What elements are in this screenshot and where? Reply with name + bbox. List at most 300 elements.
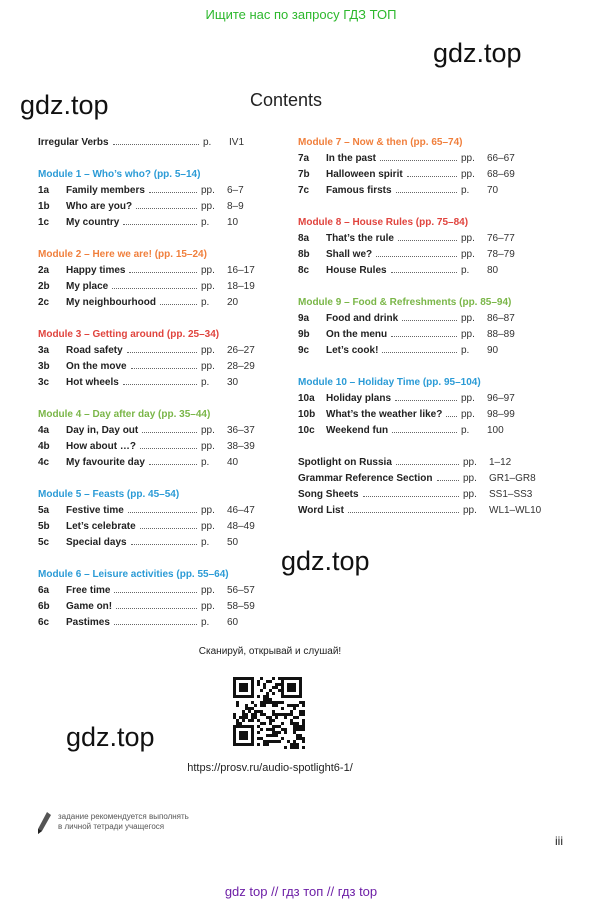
qr-module xyxy=(254,716,257,719)
entry-title-with-leader xyxy=(298,455,463,471)
qr-module xyxy=(251,707,254,710)
contents-entry[interactable] xyxy=(38,455,283,471)
qr-module xyxy=(260,737,263,740)
contents-entry[interactable] xyxy=(298,231,543,247)
qr-module xyxy=(287,704,290,707)
page-prefix: pp. xyxy=(201,585,215,596)
contents-entry[interactable] xyxy=(38,295,283,311)
dot-leader xyxy=(398,232,457,241)
lesson-title: What’s the weather like? xyxy=(326,409,443,420)
qr-module xyxy=(284,746,287,749)
entry-title-with-leader xyxy=(298,487,463,503)
entry-title-with-leader xyxy=(66,503,201,519)
contents-entry[interactable] xyxy=(38,439,283,455)
qr-module xyxy=(293,707,296,710)
page-prefix: pp. xyxy=(201,345,215,356)
entry-title-with-leader xyxy=(326,423,461,439)
entry-title-with-leader xyxy=(66,343,201,359)
qr-module xyxy=(275,725,278,728)
qr-module xyxy=(242,710,245,713)
pencil-icon xyxy=(36,811,52,835)
lesson-title: Holiday plans xyxy=(326,393,392,404)
qr-module xyxy=(266,701,269,704)
qr-code[interactable] xyxy=(233,677,305,749)
lesson-title: Grammar Reference Section xyxy=(298,473,433,484)
page-number: iii xyxy=(555,834,563,848)
qr-module xyxy=(275,740,278,743)
contents-entry[interactable] xyxy=(298,263,543,279)
qr-module xyxy=(302,725,305,728)
lesson-title: Weekend fun xyxy=(326,425,389,436)
page-prefix: pp. xyxy=(201,361,215,372)
qr-module xyxy=(245,707,248,710)
lesson-title: My favourite day xyxy=(66,457,145,468)
lesson-title: Famous firsts xyxy=(326,185,392,196)
page-range: 70 xyxy=(487,185,499,196)
qr-module xyxy=(293,740,296,743)
qr-module xyxy=(278,740,281,743)
footer-links[interactable]: gdz top // гдз топ // гдз top xyxy=(224,884,378,899)
qr-module xyxy=(266,743,269,746)
qr-module xyxy=(263,698,266,701)
page-prefix: p. xyxy=(461,185,470,196)
page-prefix: p. xyxy=(201,217,210,228)
qr-module xyxy=(302,740,305,743)
lesson-title: In the past xyxy=(326,153,377,164)
page-range: 6–7 xyxy=(227,185,244,196)
qr-module xyxy=(278,731,281,734)
qr-module xyxy=(299,737,302,740)
dot-leader xyxy=(402,312,457,321)
contents-entry[interactable] xyxy=(298,423,543,439)
entry-title-with-leader xyxy=(298,503,463,519)
entry-title-with-leader xyxy=(326,151,461,167)
qr-module xyxy=(257,731,260,734)
module-heading[interactable]: Module 5 – Feasts (pp. 45–54) xyxy=(38,489,180,500)
page-range: 88–89 xyxy=(487,329,515,340)
module-heading[interactable]: Module 9 – Food & Refreshments (pp. 85–94) xyxy=(298,297,512,308)
contents-entry[interactable] xyxy=(38,279,283,295)
watermark: gdz.top xyxy=(20,90,109,120)
lesson-code: 2c xyxy=(38,297,50,308)
qr-module xyxy=(296,716,299,719)
qr-module xyxy=(299,734,302,737)
qr-module xyxy=(302,710,305,713)
contents-entry[interactable] xyxy=(38,535,283,551)
dot-leader xyxy=(392,424,457,433)
lesson-title: That’s the rule xyxy=(326,233,394,244)
contents-entry[interactable] xyxy=(38,583,283,599)
contents-entry[interactable] xyxy=(38,343,283,359)
module-heading[interactable]: Module 8 – House Rules (pp. 75–84) xyxy=(298,217,469,228)
contents-entry[interactable] xyxy=(38,503,283,519)
qr-module xyxy=(284,731,287,734)
page-range: 80 xyxy=(487,265,499,276)
qr-module xyxy=(290,743,293,746)
qr-module xyxy=(269,719,272,722)
contents-entry[interactable] xyxy=(298,311,543,327)
dot-leader xyxy=(128,504,197,513)
contents-entry[interactable] xyxy=(298,391,543,407)
lesson-title: Hot wheels xyxy=(66,377,119,388)
qr-module xyxy=(275,704,278,707)
entry-title-with-leader xyxy=(326,263,461,279)
entry-title-with-leader xyxy=(66,375,201,391)
entry-title-with-leader xyxy=(326,343,461,359)
contents-entry[interactable] xyxy=(38,423,283,439)
page-range: 20 xyxy=(227,297,239,308)
spacer xyxy=(38,391,283,407)
dot-leader xyxy=(396,184,457,193)
contents-entry[interactable] xyxy=(38,519,283,535)
lesson-code: 5c xyxy=(38,537,50,548)
dot-leader xyxy=(160,296,197,305)
qr-module xyxy=(248,710,251,713)
qr-module xyxy=(257,680,260,683)
lesson-code: 6a xyxy=(38,585,50,596)
entry-title-with-leader xyxy=(38,135,203,151)
lesson-code: 4c xyxy=(38,457,50,468)
dot-leader xyxy=(112,280,197,289)
dot-leader xyxy=(395,392,457,401)
qr-module xyxy=(269,698,272,701)
qr-module xyxy=(281,707,284,710)
qr-module xyxy=(263,713,266,716)
qr-module xyxy=(299,710,302,713)
page-prefix: p. xyxy=(201,457,210,468)
entry-title-with-leader xyxy=(326,327,461,343)
dot-leader xyxy=(380,152,457,161)
entry-title-with-leader xyxy=(326,407,461,423)
qr-module xyxy=(269,734,272,737)
lesson-title: Shall we? xyxy=(326,249,373,260)
contents-entry[interactable] xyxy=(298,471,543,487)
qr-module xyxy=(257,710,260,713)
qr-module xyxy=(239,716,242,719)
qr-module xyxy=(260,728,263,731)
page-range: 76–77 xyxy=(487,233,515,244)
dot-leader xyxy=(114,616,197,625)
page-prefix: pp. xyxy=(461,409,475,420)
lesson-title: Road safety xyxy=(66,345,123,356)
qr-module xyxy=(263,683,266,686)
qr-module xyxy=(236,704,239,707)
lesson-code: 7b xyxy=(298,169,310,180)
entry-title-with-leader xyxy=(66,519,201,535)
module-heading[interactable]: Module 2 – Here we are! (pp. 15–24) xyxy=(38,249,207,260)
entry-title-with-leader xyxy=(66,279,201,295)
contents-entry[interactable] xyxy=(38,263,283,279)
dot-leader xyxy=(131,536,197,545)
lesson-code: 8a xyxy=(298,233,310,244)
page-range: WL1–WL10 xyxy=(489,505,542,516)
qr-module xyxy=(257,725,260,728)
qr-module xyxy=(293,746,296,749)
qr-module xyxy=(290,746,293,749)
page-prefix: p. xyxy=(203,137,212,148)
module-heading[interactable]: Module 3 – Getting around (pp. 25–34) xyxy=(38,329,220,340)
qr-module xyxy=(272,704,275,707)
entry-title-with-leader xyxy=(66,215,201,231)
qr-module xyxy=(266,716,269,719)
lesson-title: My neighbourhood xyxy=(66,297,156,308)
entry-title-with-leader xyxy=(326,183,461,199)
lesson-title: Family members xyxy=(66,185,145,196)
page-prefix: pp. xyxy=(461,249,475,260)
contents-entry[interactable] xyxy=(298,487,543,503)
qr-module xyxy=(263,740,266,743)
dot-leader xyxy=(123,376,197,385)
watermark: gdz.top xyxy=(66,722,155,752)
qr-module xyxy=(281,701,284,704)
qr-module xyxy=(296,746,299,749)
spacer xyxy=(298,439,543,455)
page-range: SS1–SS3 xyxy=(489,489,533,500)
qr-module xyxy=(266,692,269,695)
page-prefix: p. xyxy=(461,265,470,276)
dot-leader xyxy=(142,424,197,433)
qr-module xyxy=(296,725,299,728)
qr-module xyxy=(239,731,248,740)
qr-module xyxy=(260,689,263,692)
qr-module xyxy=(278,689,281,692)
qr-module xyxy=(269,701,272,704)
qr-module xyxy=(296,728,299,731)
contents-entry[interactable] xyxy=(38,359,283,375)
page-range: 86–87 xyxy=(487,313,515,324)
qr-module xyxy=(275,713,278,716)
page-range: 26–27 xyxy=(227,345,255,356)
qr-module xyxy=(275,701,278,704)
qr-module xyxy=(275,683,278,686)
module-heading[interactable]: Module 7 – Now & then (pp. 65–74) xyxy=(298,137,463,148)
dot-leader xyxy=(140,520,197,529)
dot-leader xyxy=(376,248,457,257)
contents-entry[interactable] xyxy=(38,599,283,615)
lesson-code: 4b xyxy=(38,441,50,452)
contents-entry[interactable] xyxy=(298,343,543,359)
lesson-title: Spotlight on Russia xyxy=(298,457,392,468)
page-range: 10 xyxy=(227,217,239,228)
qr-module xyxy=(266,728,269,731)
qr-module xyxy=(278,725,281,728)
qr-module xyxy=(272,731,275,734)
qr-module xyxy=(269,728,272,731)
page-prefix: p. xyxy=(461,345,470,356)
qr-module xyxy=(302,722,305,725)
qr-module xyxy=(281,713,284,716)
qr-module xyxy=(293,731,296,734)
entry-title-with-leader xyxy=(66,359,201,375)
qr-module xyxy=(233,716,236,719)
qr-module xyxy=(254,704,257,707)
qr-module xyxy=(299,701,302,704)
page-range: 36–37 xyxy=(227,425,255,436)
lesson-code: 4a xyxy=(38,425,50,436)
page-range: GR1–GR8 xyxy=(489,473,536,484)
dot-leader xyxy=(396,456,459,465)
lesson-title: Free time xyxy=(66,585,111,596)
lesson-code: 8b xyxy=(298,249,310,260)
contents-entry[interactable] xyxy=(38,135,283,151)
page-range: 30 xyxy=(227,377,239,388)
contents-entry[interactable] xyxy=(38,215,283,231)
page-range: 28–29 xyxy=(227,361,255,372)
qr-module xyxy=(278,677,281,680)
page-prefix: p. xyxy=(201,377,210,388)
lesson-code: 1c xyxy=(38,217,50,228)
lesson-title: Irregular Verbs xyxy=(38,137,109,148)
module-heading[interactable]: Module 6 – Leisure activities (pp. 55–64) xyxy=(38,569,229,580)
contents-entry[interactable] xyxy=(298,327,543,343)
page-range: 96–97 xyxy=(487,393,515,404)
page-range: 46–47 xyxy=(227,505,255,516)
qr-module xyxy=(263,695,266,698)
dot-leader xyxy=(437,472,459,481)
lesson-code: 5b xyxy=(38,521,50,532)
qr-module xyxy=(293,722,296,725)
entry-title-with-leader xyxy=(326,167,461,183)
qr-module xyxy=(272,728,275,731)
contents-entry[interactable] xyxy=(298,183,543,199)
page-range: 18–19 xyxy=(227,281,255,292)
dot-leader xyxy=(114,584,197,593)
qr-module xyxy=(272,725,275,728)
entry-title-with-leader xyxy=(326,391,461,407)
qr-module xyxy=(302,737,305,740)
qr-module xyxy=(248,707,251,710)
entry-title-with-leader xyxy=(66,423,201,439)
lesson-code: 9c xyxy=(298,345,310,356)
page-prefix: pp. xyxy=(461,329,475,340)
lesson-title: Halloween spirit xyxy=(326,169,403,180)
contents-entry[interactable] xyxy=(38,199,283,215)
contents-entry[interactable] xyxy=(298,455,543,471)
page-prefix: pp. xyxy=(463,505,477,516)
page-range: 66–67 xyxy=(487,153,515,164)
audio-link[interactable]: https://prosv.ru/audio-spotlight6-1/ xyxy=(187,762,353,774)
qr-module xyxy=(254,710,257,713)
lesson-title: On the move xyxy=(66,361,127,372)
contents-entry[interactable] xyxy=(298,503,543,519)
contents-entry[interactable] xyxy=(38,615,283,631)
spacer xyxy=(38,551,283,567)
dot-leader xyxy=(116,600,197,609)
spacer xyxy=(298,199,543,215)
lesson-title: Game on! xyxy=(66,601,113,612)
contents-entry[interactable] xyxy=(298,167,543,183)
entry-title-with-leader xyxy=(66,183,201,199)
lesson-title: On the menu xyxy=(326,329,388,340)
qr-module xyxy=(266,740,269,743)
page-prefix: pp. xyxy=(201,521,215,532)
qr-module xyxy=(290,710,293,713)
qr-module xyxy=(296,734,299,737)
module-heading[interactable]: Module 4 – Day after day (pp. 35–44) xyxy=(38,409,211,420)
qr-module xyxy=(293,728,296,731)
qr-module xyxy=(284,713,287,716)
page-range: 1–12 xyxy=(489,457,512,468)
watermark: gdz.top xyxy=(433,38,522,68)
qr-module xyxy=(266,695,269,698)
qr-module xyxy=(302,746,305,749)
module-heading[interactable]: Module 10 – Holiday Time (pp. 95–104) xyxy=(298,377,481,388)
dot-leader xyxy=(407,168,457,177)
qr-module xyxy=(293,743,296,746)
page-range: 60 xyxy=(227,617,239,628)
contents-entry[interactable] xyxy=(298,247,543,263)
spacer xyxy=(38,471,283,487)
lesson-code: 3a xyxy=(38,345,50,356)
contents-entry[interactable] xyxy=(298,151,543,167)
qr-module xyxy=(281,728,284,731)
watermark: gdz.top xyxy=(281,546,370,576)
top-banner[interactable]: Ищите нас по запросу ГДЗ ТОП xyxy=(205,7,397,22)
qr-module xyxy=(260,677,263,680)
contents-entry[interactable] xyxy=(38,183,283,199)
contents-right-column xyxy=(298,135,543,519)
contents-entry[interactable] xyxy=(298,407,543,423)
qr-module xyxy=(269,716,272,719)
qr-module xyxy=(260,710,263,713)
lesson-title: Food and drink xyxy=(326,313,399,324)
qr-module xyxy=(272,713,275,716)
qr-module xyxy=(245,713,248,716)
lesson-title: My country xyxy=(66,217,120,228)
qr-module xyxy=(257,743,260,746)
page-prefix: pp. xyxy=(463,473,477,484)
lesson-code: 6c xyxy=(38,617,50,628)
lesson-code: 5a xyxy=(38,505,50,516)
page-prefix: pp. xyxy=(201,201,215,212)
page-range: 50 xyxy=(227,537,239,548)
qr-module xyxy=(293,704,296,707)
qr-module xyxy=(260,713,263,716)
spacer xyxy=(38,311,283,327)
dot-leader xyxy=(113,136,199,145)
dot-leader xyxy=(123,216,197,225)
page-range: 48–49 xyxy=(227,521,255,532)
lesson-code: 3b xyxy=(38,361,50,372)
qr-module xyxy=(296,737,299,740)
qr-module xyxy=(257,695,260,698)
contents-entry[interactable] xyxy=(38,375,283,391)
entry-title-with-leader xyxy=(66,199,201,215)
qr-module xyxy=(263,701,266,704)
qr-module xyxy=(272,686,275,689)
qr-module xyxy=(302,701,305,704)
page-range: 56–57 xyxy=(227,585,255,596)
entry-title-with-leader xyxy=(326,247,461,263)
qr-module xyxy=(266,698,269,701)
scan-prompt: Сканируй, открывай и слушай! xyxy=(198,646,342,657)
lesson-title: My place xyxy=(66,281,109,292)
qr-module xyxy=(236,701,239,704)
qr-module xyxy=(275,716,278,719)
qr-module xyxy=(266,680,269,683)
page-prefix: pp. xyxy=(463,489,477,500)
qr-module xyxy=(245,704,248,707)
qr-module xyxy=(251,719,254,722)
dot-leader xyxy=(348,504,459,513)
page-range: 90 xyxy=(487,345,499,356)
lesson-title: Word List xyxy=(298,505,344,516)
page-prefix: pp. xyxy=(461,153,475,164)
page-prefix: pp. xyxy=(201,425,215,436)
qr-module xyxy=(302,713,305,716)
qr-module xyxy=(293,716,296,719)
module-heading[interactable]: Module 1 – Who’s who? (pp. 5–14) xyxy=(38,169,201,180)
